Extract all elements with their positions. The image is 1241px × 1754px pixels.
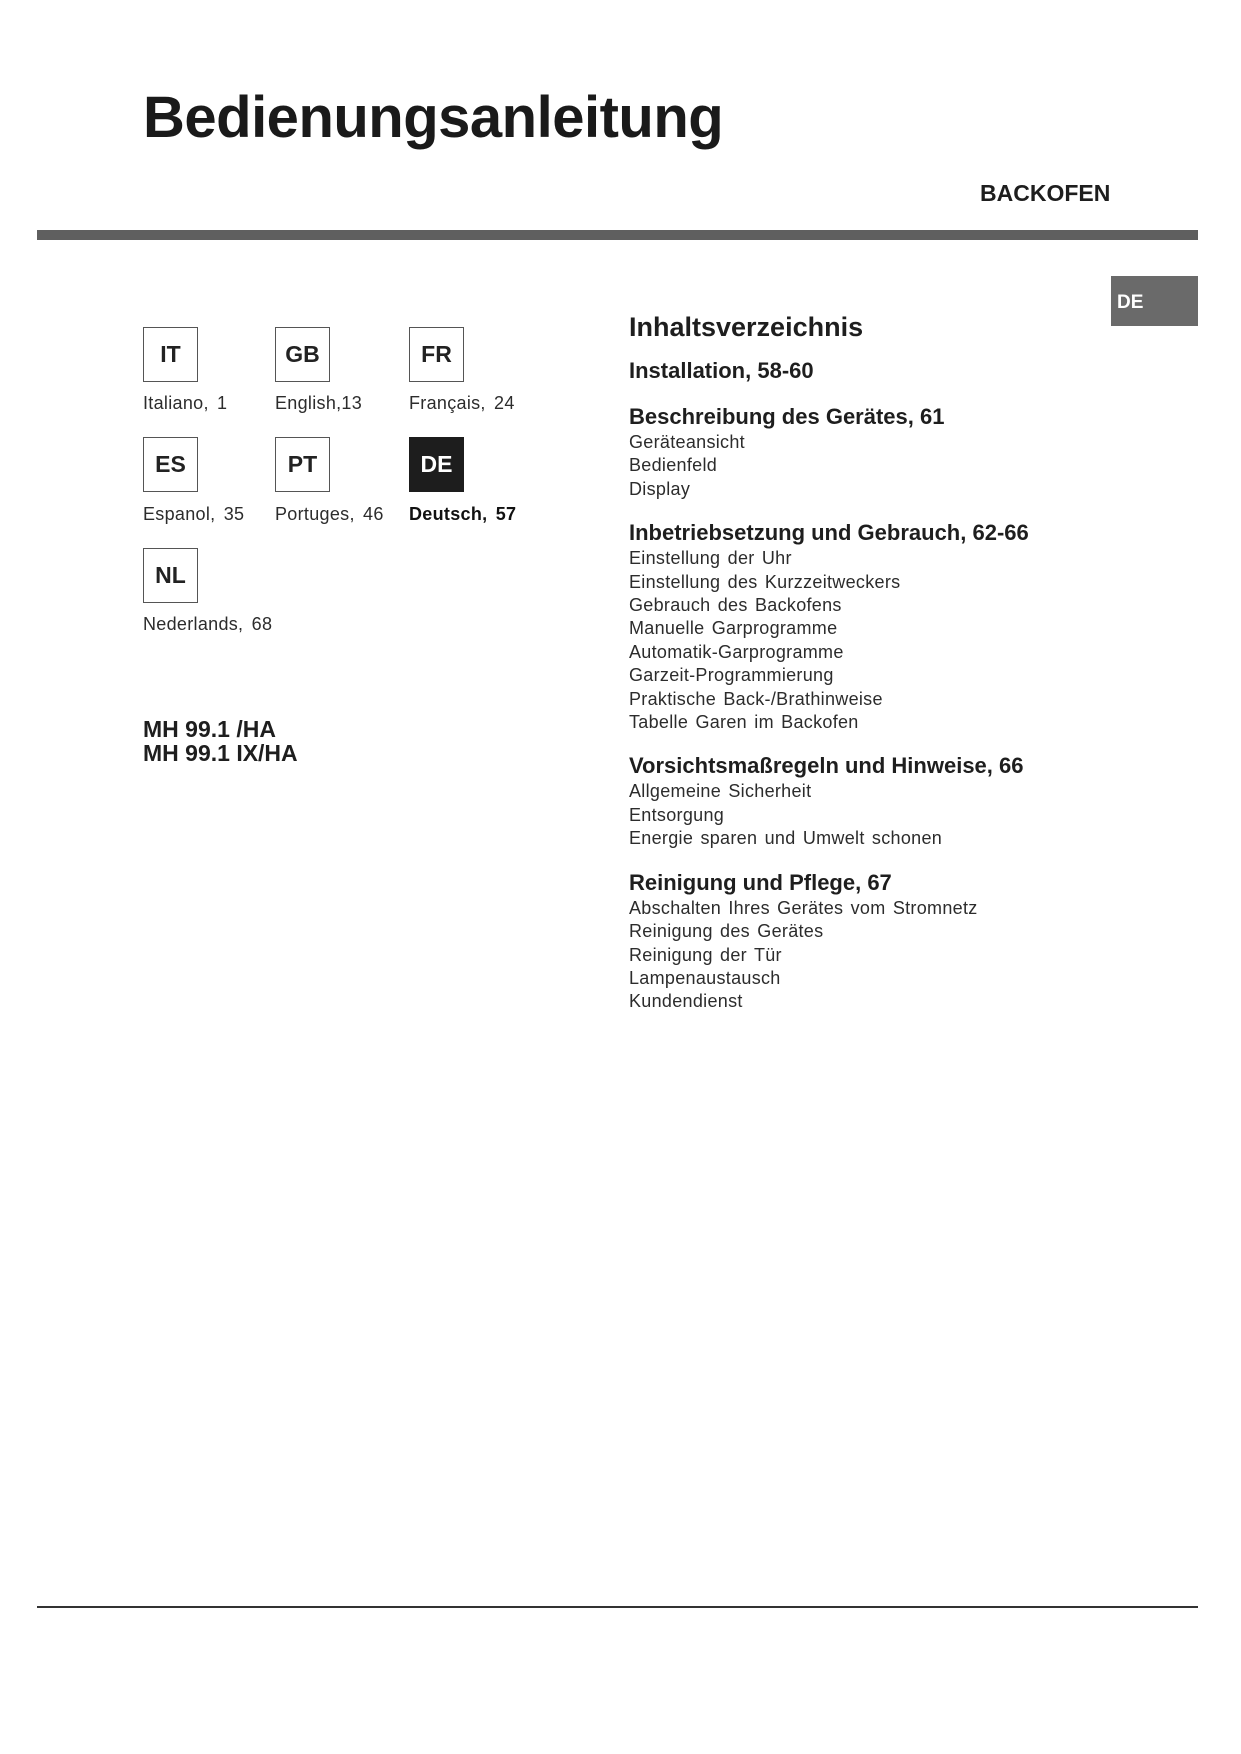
lang-label-nl: Nederlands, 68: [143, 614, 273, 634]
toc-item: Display: [629, 478, 691, 499]
toc-section-heading: Installation, 58-60: [629, 358, 814, 383]
toc-item: Einstellung des Kurzzeitweckers: [629, 571, 901, 592]
lang-label-de: Deutsch, 57: [409, 504, 517, 524]
lang-label-it: Italiano, 1: [143, 393, 228, 413]
lang-box-pt: PT: [275, 437, 330, 492]
toc-item: Automatik-Garprogramme: [629, 641, 844, 662]
toc-item: Einstellung der Uhr: [629, 548, 792, 569]
toc-item: Reinigung der Tür: [629, 944, 782, 965]
toc-item-list: [629, 547, 1099, 734]
lang-box-fr: FR: [409, 327, 464, 382]
toc-item: Garzeit-Programmierung: [629, 665, 834, 686]
lang-box-gb: GB: [275, 327, 330, 382]
lang-box-de: DE: [409, 437, 464, 492]
toc-item: Energie sparen und Umwelt schonen: [629, 828, 943, 849]
toc-section: [629, 357, 1099, 385]
toc-item: Abschalten Ihres Gerätes vom Stromnetz: [629, 897, 978, 918]
toc-item: Lampenaustausch: [629, 967, 781, 988]
toc-item: Entsorgung: [629, 804, 725, 825]
language-tab: DE: [1111, 276, 1198, 326]
footer-divider: [37, 1606, 1198, 1608]
table-of-contents: [629, 312, 1099, 1032]
header-divider: [37, 230, 1198, 240]
toc-section: [629, 752, 1099, 850]
model-number: MH 99.1 IX/HA: [143, 740, 298, 766]
toc-item-list: [629, 431, 1099, 501]
toc-item: Allgemeine Sicherheit: [629, 781, 812, 802]
lang-label-pt: Portuges, 46: [275, 504, 384, 524]
lang-box-it: IT: [143, 327, 198, 382]
toc-item-list: [629, 897, 1099, 1014]
toc-section: [629, 869, 1099, 1014]
toc-item: Kundendienst: [629, 991, 743, 1012]
lang-box-es: ES: [143, 437, 198, 492]
lang-label-fr: Français, 24: [409, 393, 515, 413]
model-number: MH 99.1 /HA: [143, 716, 276, 742]
toc-title: Inhaltsverzeichnis: [629, 312, 864, 342]
toc-item: Praktische Back-/Brathinweise: [629, 688, 883, 709]
lang-label-es: Espanol, 35: [143, 504, 245, 524]
toc-section-heading: Inbetriebsetzung und Gebrauch, 62-66: [629, 520, 1029, 546]
product-type: BACKOFEN: [980, 180, 1111, 206]
toc-item: Manuelle Garprogramme: [629, 618, 838, 639]
page-title: Bedienungsanleitung: [143, 85, 724, 150]
toc-section-heading: Reinigung und Pflege, 67: [629, 869, 892, 895]
toc-section: [629, 519, 1099, 734]
toc-section: [629, 403, 1099, 501]
toc-section-heading: Vorsichtsmaßregeln und Hinweise, 66: [629, 753, 1024, 779]
lang-box-nl: NL: [143, 548, 198, 603]
toc-item: Bedienfeld: [629, 455, 718, 476]
toc-item: Geräteansicht: [629, 432, 745, 452]
lang-label-gb: English,13: [275, 393, 363, 413]
toc-section-heading: Beschreibung des Gerätes, 61: [629, 404, 945, 429]
toc-item: Tabelle Garen im Backofen: [629, 712, 859, 733]
toc-sections: [629, 357, 1099, 1014]
toc-item-list: [629, 780, 1099, 850]
toc-item: Reinigung des Gerätes: [629, 921, 824, 942]
toc-item: Gebrauch des Backofens: [629, 595, 842, 616]
